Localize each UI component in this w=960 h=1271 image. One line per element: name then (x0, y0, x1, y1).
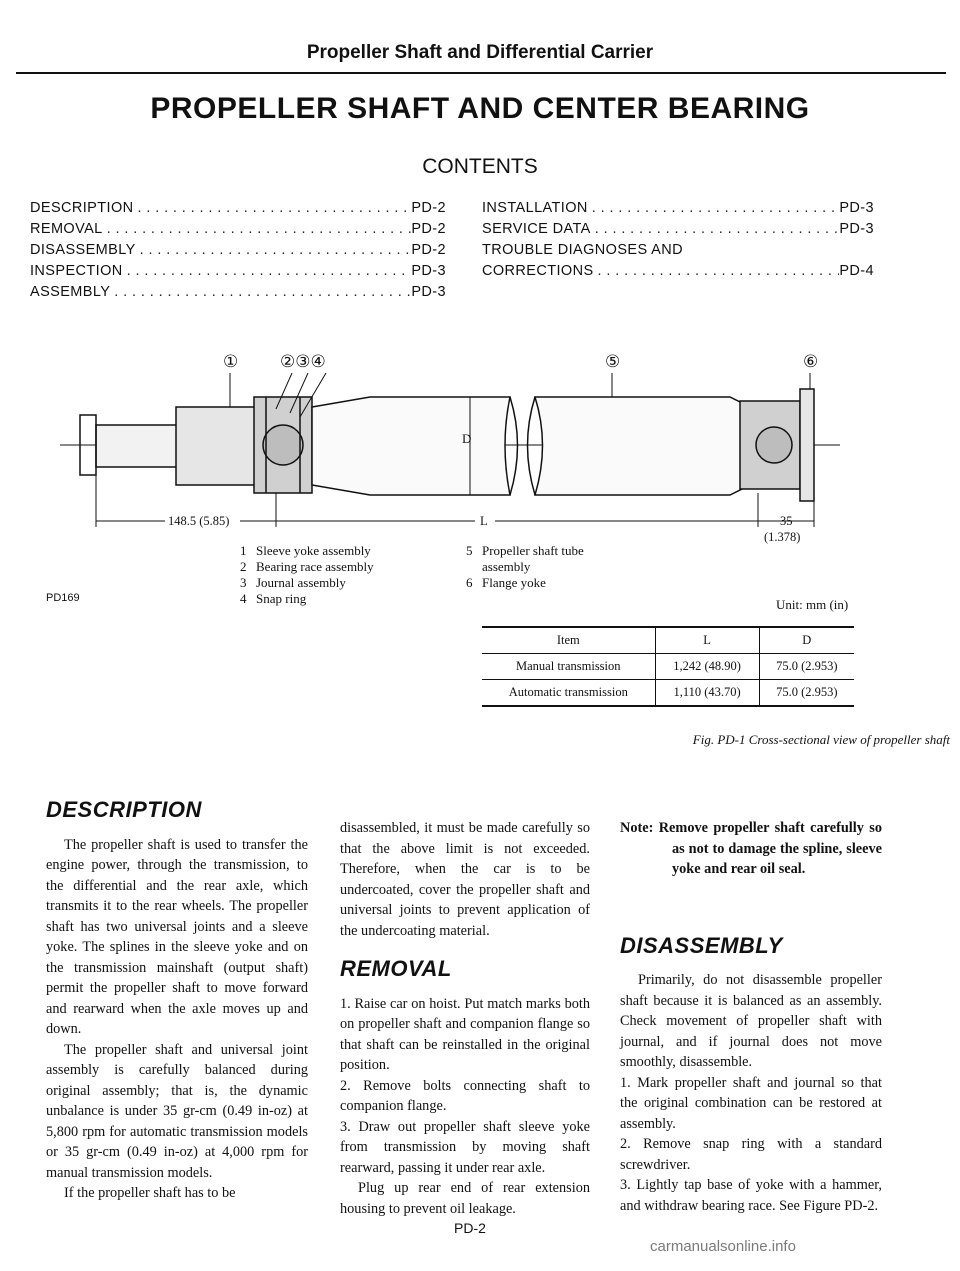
legend-item: 6 Flange yoke (466, 575, 546, 590)
table-row (482, 654, 854, 680)
toc-left (30, 198, 446, 303)
table-header-row (482, 627, 854, 654)
callout-5: ⑤ (605, 352, 621, 371)
watermark: carmanualsonline.info (650, 1238, 796, 1255)
removal-step: 2. Remove bolts connecting shaft to companion flange. (340, 1077, 590, 1114)
callout-2-3-4: ②③④ (280, 352, 326, 371)
running-head: Propeller Shaft and Differential Carrier (306, 42, 654, 63)
paragraph: The propeller shaft and universal joint assembly is carefully balanced during original assembly; that is, the dynamic unbalance is under 35 gr-cm (0.49 in-oz) at 5,800 rpm for automatic transmission models or 35 gr-cm (0.49 in-oz) at 4,000 rpm for manual transmission models. (46, 1041, 308, 1181)
legend-item: 5 Propeller shaft tube (466, 543, 584, 558)
toc-item[interactable]: REMOVAL . . . PD-2 (30, 219, 446, 240)
toc-item[interactable]: CORRECTIONS . . . PD-4 (482, 261, 874, 282)
figure-caption: Fig. PD-1 Cross-sectional view of propeller shaft (692, 732, 950, 747)
dim-right-label: 35 (780, 514, 793, 528)
table-row (482, 680, 854, 707)
legend-item: 4 Snap ring (240, 591, 307, 606)
toc-item[interactable]: DISASSEMBLY . . . PD-2 (30, 240, 446, 261)
legend-item: 3 Journal assembly (240, 575, 346, 590)
column-2 (340, 818, 590, 1219)
legend-item: assembly (482, 559, 531, 574)
toc-item[interactable]: SERVICE DATA . . . PD-3 (482, 219, 874, 240)
table-header-cell: L (655, 627, 759, 654)
callout-6: ⑥ (803, 352, 819, 371)
toc-item[interactable]: INSTALLATION . . . PD-3 (482, 198, 874, 219)
toc-right (482, 198, 874, 282)
paragraph: disassembled, it must be made carefully so that the above limit is not exceeded. Therefore, when the car is to be undercoated, cover the propeller shaft and universal joints to prevent application of the undercoating material. (340, 820, 590, 939)
toc-item: TROUBLE DIAGNOSES AND (482, 242, 683, 258)
dim-d-label: D (462, 431, 472, 446)
table-cell: 1,110 (43.70) (655, 680, 759, 707)
removal-step: 3. Draw out propeller shaft sleeve yoke from transmission by moving shaft rearward, passing it under rear axle. (340, 1118, 590, 1176)
removal-step: 1. Raise car on hoist. Put match marks both on propeller shaft and companion flange so that shaft can be reinstalled in the original position. (340, 995, 590, 1073)
disassembly-step: 1. Mark propeller shaft and journal so that the original combination can be restored at assembly. (620, 1074, 882, 1132)
column-3 (620, 818, 882, 1216)
table-cell: Manual transmission (482, 654, 655, 680)
contents-title: CONTENTS (422, 155, 538, 178)
spec-table (482, 626, 854, 707)
disassembly-step: 3. Lightly tap base of yoke with a hammer, and withdraw bearing race. See Figure PD-2. (620, 1177, 882, 1214)
note (620, 818, 882, 880)
toc-item[interactable]: DESCRIPTION . . . PD-2 (30, 198, 446, 219)
callout-1: ① (223, 352, 239, 371)
disassembly-step: 2. Remove snap ring with a standard screwdriver. (620, 1136, 882, 1173)
page-number: PD-2 (454, 1220, 486, 1236)
dim-right-inch: (1.378) (764, 530, 801, 544)
paragraph: If the propeller shaft has to be (64, 1185, 236, 1201)
section-heading-description: DESCRIPTION (46, 797, 202, 822)
paragraph: Primarily, do not disassemble propeller shaft because it is balanced as an assembly. Check movement of propeller shaft with journal, and if journal does not move smoothly, disassemble. (620, 972, 882, 1070)
dim-left-label: 148.5 (5.85) (168, 514, 230, 528)
legend-item: 2 Bearing race assembly (240, 559, 374, 574)
legend-item: 1 Sleeve yoke assembly (240, 543, 371, 558)
toc-item[interactable]: INSPECTION . . . PD-3 (30, 261, 446, 282)
table-cell: 75.0 (2.953) (759, 654, 854, 680)
header-rule (16, 72, 946, 74)
table-cell: Automatic transmission (482, 680, 655, 707)
table-cell: 1,242 (48.90) (655, 654, 759, 680)
figure-code: PD169 (46, 592, 80, 604)
toc-item[interactable]: ASSEMBLY . . . PD-3 (30, 282, 446, 303)
section-heading-removal: REMOVAL (340, 956, 452, 981)
paragraph: The propeller shaft is used to transfer the engine power, through the transmission, to the differential and the rear axle, which transmits it to the rear wheels. The propeller shaft has two universal joints and a sleeve yoke. The splines in the sleeve yoke and on the transmission mainshaft (output shaft) permit the propeller shaft to move forward and rearward when the axle moves up and down. (46, 836, 308, 1037)
paragraph: Plug up rear end of rear extension housing to prevent oil leakage. (340, 1180, 590, 1217)
legend-right (466, 543, 584, 591)
table-cell: 75.0 (2.953) (759, 680, 854, 707)
section-heading-disassembly: DISASSEMBLY (620, 932, 783, 958)
page-title: PROPELLER SHAFT AND CENTER BEARING (150, 92, 810, 125)
unit-label: Unit: mm (in) (776, 597, 849, 612)
table-header-cell: Item (482, 627, 655, 654)
note-text: Remove propeller shaft carefully so as not to damage the spline, sleeve yoke and rear oil seal. (658, 820, 882, 877)
note-label: Note: (620, 820, 654, 836)
table-header-cell: D (759, 627, 854, 654)
legend-left (240, 543, 374, 607)
column-1 (46, 797, 308, 1204)
dim-l-label: L (480, 514, 488, 528)
